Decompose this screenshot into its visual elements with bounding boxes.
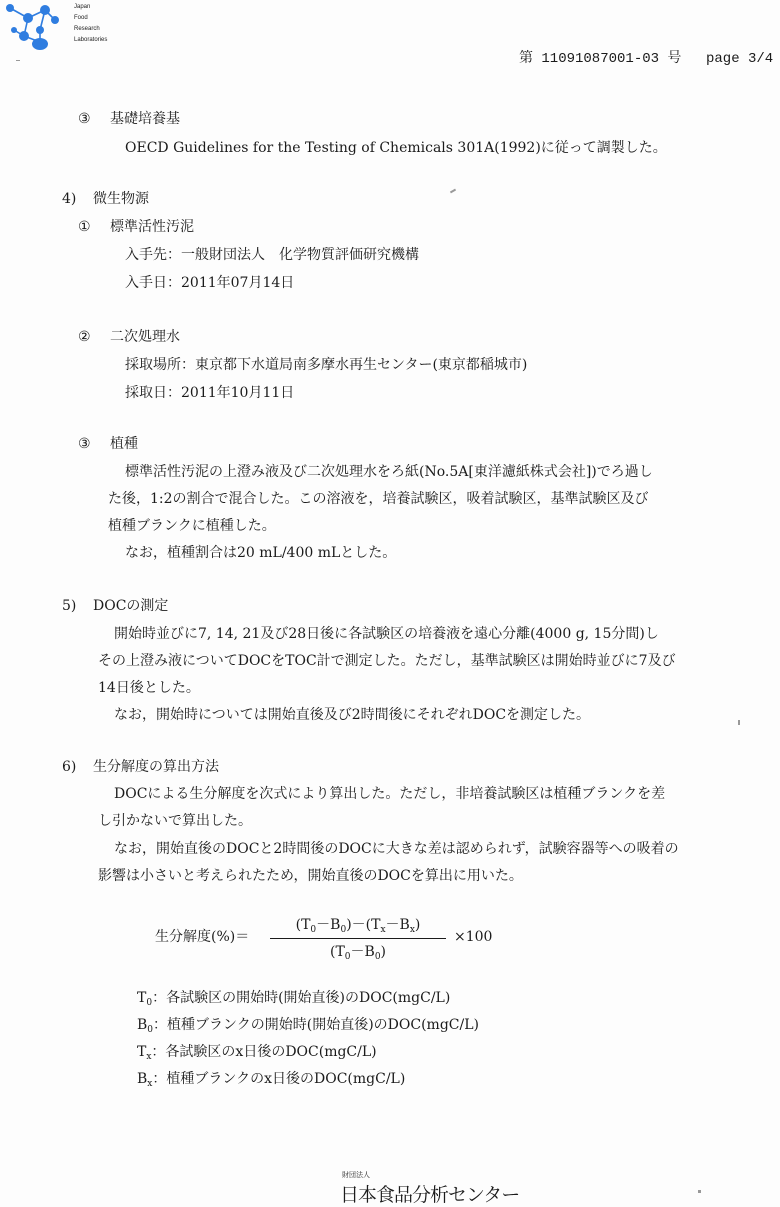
formula-fraction <box>270 917 446 962</box>
paragraph-line: 影響は小さいと考えられたため，開始直後のDOCを算出に用いた。 <box>98 868 523 884</box>
formula-numerator: $(T_0-B_0)-(T_x-B_x)$ <box>295 917 421 935</box>
item-marker: ① <box>78 219 91 235</box>
logo-line: Food <box>74 15 88 21</box>
paragraph-line: なお，植種割合は20 mL/400 mLとした。 <box>125 545 397 561</box>
formula-multiplier: ×100 <box>454 929 493 945</box>
logo-line: Japan <box>74 4 91 10</box>
logo-line: Research <box>74 26 100 32</box>
section-number: 4) <box>62 191 77 207</box>
document-number: 第 11091087001-03 号 <box>519 51 682 67</box>
item-marker: ② <box>78 329 91 345</box>
item-marker: ③ <box>78 111 91 127</box>
paragraph-line: なお，開始時については開始直後及び2時間後にそれぞれDOCを測定した。 <box>114 707 591 723</box>
item-heading: 標準活性汚泥 <box>110 219 194 235</box>
logo-line: Laboratories <box>74 37 108 43</box>
section-heading: 微生物源 <box>93 191 149 207</box>
paragraph-line: DOCによる生分解度を次式により算出した。ただし，非培養試験区は植種ブランクを差 <box>114 786 666 802</box>
section-number: 6) <box>62 759 77 775</box>
item-heading: 植種 <box>110 436 138 452</box>
definition-item: $B_x$：植種ブランクのx日後のDOC(mgC/L) <box>137 1071 406 1089</box>
paragraph-line: た後，1:2の割合で混合した。この溶液を，培養試験区，吸着試験区，基準試験区及び <box>108 491 649 507</box>
item-heading: 基礎培養基 <box>110 111 180 127</box>
scan-speck <box>738 720 740 725</box>
page-indicator: page 3/4 <box>706 51 774 67</box>
definition-item: $T_0$：各試験区の開始時(開始直後)のDOC(mgC/L) <box>137 990 451 1008</box>
formula-denominator: $(T_0-B_0)$ <box>329 944 387 962</box>
paragraph-line: なお，開始直後のDOCと2時間後のDOCに大きな差は認められず，試験容器等への吸着の <box>114 841 679 857</box>
section-number: 5) <box>62 598 77 614</box>
fraction-bar <box>270 938 446 939</box>
paragraph-line: 入手先：一般財団法人 化学物質評価研究機構 <box>125 247 419 263</box>
molecule-logo-icon <box>0 0 70 60</box>
scan-speck <box>450 189 456 194</box>
paragraph-line: 開始時並びに7, 14, 21及び28日後に各試験区の培養液を遠心分離(4000 g, 15分間)し <box>114 626 659 642</box>
paragraph-line: し引かないで算出した。 <box>98 813 252 829</box>
paragraph-line: その上澄み液についてDOCをTOC計で測定した。ただし，基準試験区は開始時並びに7及び <box>98 653 676 669</box>
paragraph-line: OECD Guidelines for the Testing of Chemicals 301A(1992)に従って調製した。 <box>125 140 667 156</box>
paragraph-line: 入手日：2011年07月14日 <box>125 275 295 291</box>
definition-item: $B_0$：植種ブランクの開始時(開始直後)のDOC(mgC/L) <box>137 1017 479 1035</box>
paragraph-line: 採取場所：東京都下水道局南多摩水再生センター(東京都稲城市) <box>125 357 528 373</box>
footer-label-small: 財団法人 <box>342 1172 370 1179</box>
section-heading: 生分解度の算出方法 <box>93 759 219 775</box>
logo <box>0 0 120 60</box>
paragraph-line: 14日後とした。 <box>98 680 200 696</box>
paragraph-line: 標準活性汚泥の上澄み液及び二次処理水をろ紙(No.5A[東洋濾紙株式会社])でろ過し <box>125 464 653 480</box>
scan-speck <box>698 1190 701 1193</box>
definition-item: $T_x$：各試験区のx日後のDOC(mgC/L) <box>137 1044 377 1062</box>
footer-organization: 日本食品分析センター <box>340 1184 520 1206</box>
paragraph-line: 植種ブランクに植種した。 <box>108 518 276 534</box>
formula-lhs: 生分解度(%)＝ <box>155 929 250 945</box>
section-heading: DOCの測定 <box>93 598 169 614</box>
item-marker: ③ <box>78 436 91 452</box>
scan-speck <box>16 60 20 61</box>
paragraph-line: 採取日：2011年10月11日 <box>125 385 295 401</box>
item-heading: 二次処理水 <box>110 329 180 345</box>
